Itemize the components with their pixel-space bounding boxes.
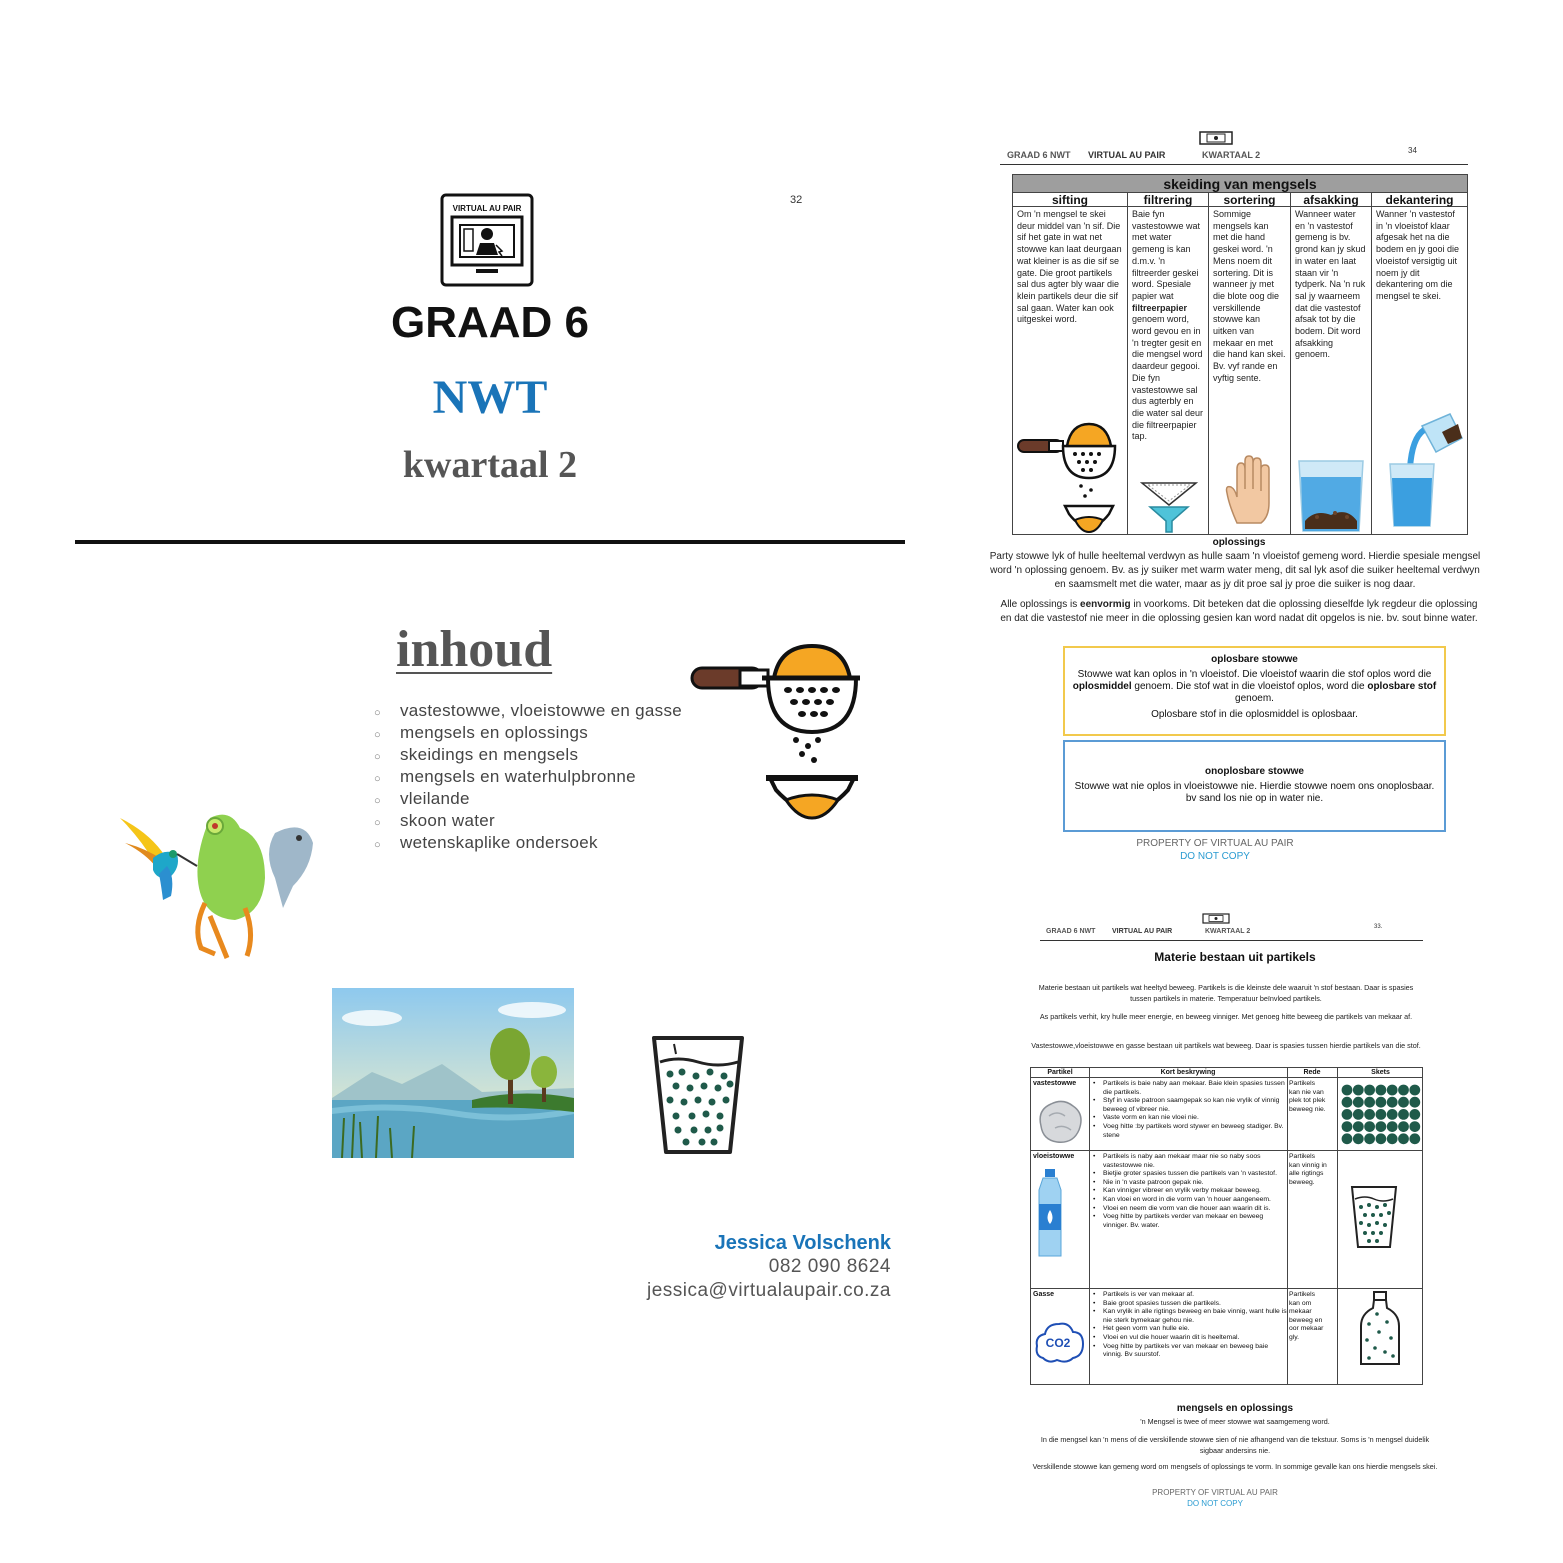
separation-table-title: skeiding van mengsels — [1013, 175, 1467, 193]
p33-header-rule — [1040, 940, 1423, 941]
do-not-copy-notice: DO NOT COPY — [1180, 851, 1250, 862]
property-notice: PROPERTY OF VIRTUAL AU PAIR — [1152, 1488, 1278, 1497]
rock-icon — [1035, 1096, 1085, 1146]
sep-column-head: afsakking — [1291, 193, 1371, 207]
toc-item: ○ skoon water — [374, 810, 682, 832]
circle-bullet-icon: ○ — [374, 707, 381, 719]
circle-bullet-icon: ○ — [374, 817, 381, 829]
solid-particle-dot — [1364, 1085, 1375, 1096]
column-header: Skets — [1371, 1069, 1390, 1076]
insoluble-heading: onoplosbare stowwe — [1205, 766, 1304, 777]
solid-particle-dot — [1353, 1097, 1364, 1108]
p33-header-term: KWARTAAL 2 — [1205, 928, 1251, 935]
column-header: Partikel — [1047, 1069, 1073, 1076]
sep-column-body: Baie fyn vastestowwe wat met water gemeng is kan d.m.v. 'n filtreerder geskei word. Spesiale papier wat filtreerpapier genoem word, word gevou en in 'n tregter gesit en die mengsel word daardeur gegooi. Die fyn vastestowwe sal dus agterbly en die water sal deur die filtreerpapier tap. — [1132, 209, 1204, 442]
toc-item: ○ vastestowwe, vloeistowwe en gasse — [374, 700, 682, 722]
logo-text: VIRTUAL AU PAIR — [452, 204, 522, 213]
solid-particle-dot — [1364, 1133, 1375, 1144]
sep-column-dekantering — [1372, 193, 1467, 535]
solid-particle-dot — [1409, 1085, 1420, 1096]
filter-funnel-icon — [1140, 475, 1198, 533]
sep-column-head: sortering — [1209, 193, 1290, 207]
solid-particle-dot — [1409, 1133, 1420, 1144]
soluble-body: Stowwe wat kan oplos in 'n vloeistof. Die vloeistof waarin die stof oplos word die oplosmiddel genoem. Die stof wat in die vloeistof oplos, word die oplosbare stof genoem. — [1072, 669, 1437, 704]
solid-particle-dot — [1376, 1121, 1387, 1132]
solid-particle-dot — [1409, 1097, 1420, 1108]
solid-particle-dot — [1342, 1133, 1353, 1144]
insoluble-substances-box — [1063, 740, 1446, 832]
p33-header-grade: GRAAD 6 NWT — [1046, 928, 1096, 935]
p33-paragraph-3: Vastestowwe,vloeistowwe en gasse bestaan uit partikels wat beweeg. Daar is spasies tussen hierdie partikels van die stof. — [1031, 1041, 1421, 1050]
toc-item: ○ wetenskaplike ondersoek — [374, 832, 682, 854]
p33-header-brand: VIRTUAL AU PAIR — [1112, 928, 1173, 935]
contact-phone: 082 090 8624 — [768, 1256, 891, 1277]
particle-row-description: • Partikels is baie naby aan mekaar. Baie klein spasies tussen die partikels. • Styf in vaste patroon saamgepak so kan nie vrylik of vinnig beweeg of vibreer nie. • Vaste vorm en kan nie vloei nie. • Voeg hitte :by partikels word stywer en beweeg stadiger. Bv. stene — [1093, 1080, 1288, 1140]
sep-column-head: dekantering — [1372, 193, 1467, 207]
sieve-icon — [1017, 418, 1117, 540]
solutions-paragraph-1: Party stowwe lyk of hulle heeltemal verdwyn as hulle saam 'n vloeistof gemeng word. Hierdie spesiale mengsel word 'n oplossing genoem. Bv. as jy suiker met warm water meng, dit sal lyk asof die suiker heeltemal verdwyn en saamsmelt met die water, maar as jy dit proe sal jy proe die suiker is nog daar. — [989, 551, 1481, 590]
solid-particle-dot — [1364, 1097, 1375, 1108]
circle-bullet-icon: ○ — [374, 795, 381, 807]
cover-page-number: 32 — [790, 194, 803, 206]
toc-item: ○ skeidings en mengsels — [374, 744, 682, 766]
p34-header-brand: VIRTUAL AU PAIR — [1088, 150, 1166, 160]
toc-heading: inhoud — [396, 621, 553, 678]
sep-column-afsakking — [1291, 193, 1372, 535]
cover-divider — [75, 540, 905, 544]
solid-particle-dot — [1398, 1109, 1409, 1120]
water-bottle-icon — [1035, 1168, 1065, 1258]
virtual-au-pair-small-logo-icon — [1199, 131, 1233, 145]
do-not-copy-notice: DO NOT COPY — [1187, 1499, 1243, 1508]
sep-column-head: filtrering — [1128, 193, 1208, 207]
p34-page-number: 34 — [1408, 146, 1417, 155]
circle-bullet-icon: ○ — [374, 751, 381, 763]
solid-particle-dot — [1353, 1109, 1364, 1120]
column-header: Kort beskrywing — [1160, 1069, 1216, 1076]
mixtures-paragraph-2: In die mengsel kan 'n mens of die verskillende stowwe sien of nie afhangend van die tekstuur. Soms is 'n mengsel duidelik sigbaar andersins nie. — [1040, 1435, 1430, 1455]
solid-particle-dot — [1376, 1109, 1387, 1120]
particle-row-reason: Partikels kan vinnig in alle rigtings beweeg. — [1289, 1153, 1327, 1186]
particle-row-name: vastestowwe — [1033, 1080, 1077, 1087]
solid-particles-sketch — [1341, 1084, 1421, 1146]
sep-column-sifting — [1013, 193, 1128, 535]
solid-particle-dot — [1387, 1097, 1398, 1108]
property-notice: PROPERTY OF VIRTUAL AU PAIR — [1136, 838, 1294, 849]
mixtures-paragraph-3: Verskillende stowwe kan gemeng word om mengsels of oplossings te vorm. In sommige gevalle kan ons hierdie mengsels skei. — [1032, 1462, 1438, 1471]
sieve-icon — [690, 640, 860, 830]
solid-particle-dot — [1398, 1097, 1409, 1108]
svg-text:CO2: CO2 — [1045, 1336, 1071, 1350]
soluble-heading: oplosbare stowwe — [1211, 654, 1298, 665]
insoluble-body: Stowwe wat nie oplos in vloeistowwe nie. Hierdie stowwe noem ons onoplosbaar. bv sand los nie op in water nie. — [1074, 781, 1435, 804]
sep-column-body: Sommige mengsels kan met die hand geskei word. 'n Mens noem dit sortering. Dit is wanneer jy met die blote oog die verskillende stowwe kan uitken van mekaar en met die hand kan skei. Bv. vyf rande en vyftig sente. — [1213, 209, 1286, 383]
animals-illustration — [115, 808, 315, 963]
solid-particle-dot — [1353, 1121, 1364, 1132]
solid-particle-dot — [1398, 1133, 1409, 1144]
solutions-heading: oplossings — [1212, 537, 1266, 548]
p34-header-grade: GRAAD 6 NWT — [1007, 150, 1071, 160]
solid-particle-dot — [1398, 1085, 1409, 1096]
toc-item: ○ mengsels en waterhulpbronne — [374, 766, 682, 788]
contact-email: jessica@virtualaupair.co.za — [646, 1280, 891, 1301]
solid-particle-dot — [1364, 1121, 1375, 1132]
solid-particle-dot — [1387, 1085, 1398, 1096]
toc-item: ○ vleilande — [374, 788, 682, 810]
separation-table — [1012, 174, 1468, 535]
settling-glass-icon — [1295, 457, 1367, 533]
particle-row-name: vloeistowwe — [1033, 1153, 1075, 1160]
soluble-substances-box — [1063, 646, 1446, 736]
toc-list — [374, 700, 682, 854]
toc-item: ○ mengsels en oplossings — [374, 722, 682, 744]
solid-particle-dot — [1398, 1121, 1409, 1132]
contact-name: Jessica Volschenk — [714, 1232, 891, 1254]
p34-header-rule — [1000, 164, 1468, 165]
particle-row-reason: Partikels kan om mekaar beweeg en oor mekaar gly. — [1289, 1291, 1324, 1341]
decanting-icon — [1386, 408, 1464, 528]
solid-particle-dot — [1342, 1109, 1353, 1120]
soluble-line2: Oplosbare stof in die oplosmiddel is oplosbaar. — [1151, 709, 1358, 720]
virtual-au-pair-logo-icon — [440, 193, 534, 287]
solid-particle-dot — [1364, 1109, 1375, 1120]
mixtures-heading: mengsels en oplossings — [1176, 1403, 1294, 1414]
glass-particles-icon — [648, 1030, 748, 1160]
particle-row-reason: Partikels kan nie van plek tot plek beweeg nie. — [1289, 1080, 1326, 1113]
sep-column-body: Wanner 'n vastestof in 'n vloeistof klaar afgesak het na die bodem en jy gooi die vloeistof versigtig uit noem jy dit dekantering om die mengsel te skei. — [1376, 209, 1460, 301]
liquid-particles-sketch — [1349, 1183, 1399, 1251]
particle-row-name: Gasse — [1033, 1291, 1055, 1298]
solid-particle-dot — [1376, 1085, 1387, 1096]
circle-bullet-icon: ○ — [374, 729, 381, 741]
particle-row-description: • Partikels is naby aan mekaar maar nie so naby soos vastestowwe nie. • Bietjie groter spasies tussen die partikels van 'n vastestof. • Nie in 'n vaste patroon gepak nie. • Kan vinniger vibreer en vrylik verby mekaar beweeg. • Kan vloei en word in die vorm van 'n houer aangeneem. • Vloei en neem die vorm van die houer aan waarin dit is. • Voeg hitte by partikels verder van mekaar en beweeg vinniger. Bv. water. — [1093, 1153, 1288, 1230]
solid-particle-dot — [1353, 1133, 1364, 1144]
solid-particle-dot — [1342, 1121, 1353, 1132]
solid-particle-dot — [1376, 1133, 1387, 1144]
co2-cloud-icon — [1033, 1318, 1085, 1366]
sep-column-body: Wanneer water en 'n vastestof gemeng is bv. grond kan jy skud in water en laat staan vir 'n tydperk. Na 'n ruk sal jy waarneem dat die vastestof afsak tot by die bodem. Dit word afsakking genoem. — [1295, 209, 1366, 360]
solid-particle-dot — [1409, 1109, 1420, 1120]
solutions-paragraph-2: Alle oplossings is eenvormig in voorkoms. Dit beteken dat die oplossing dieselfde lyk regdeur die oplossing en dat die vastestof nie meer in die oplossing gesien kan word nadat dit opgelos is nie. bv. sout binne water. — [1000, 599, 1478, 624]
solid-particle-dot — [1387, 1121, 1398, 1132]
p33-paragraph-1: Materie bestaan uit partikels wat heeltyd beweeg. Partikels is die kleinste dele waaruit 'n stof bestaan. Daar is spasies tussen partikels in materie. Temperatuur beïnvloed partikels. — [1038, 983, 1414, 1003]
hand-icon — [1223, 455, 1279, 525]
sep-column-body: Om 'n mengsel te skei deur middel van 'n sif. Die sif het gate in wat net stowwe kan laat deurgaan wat kleiner is as die sif se gate. Die groot partikels sal dus agter bly waar die klein partikels deur die sif sal gaan. Water kan ook uitgeskei word. — [1017, 209, 1122, 325]
solid-particle-dot — [1409, 1121, 1420, 1132]
circle-bullet-icon: ○ — [374, 839, 381, 851]
p33-paragraph-2: As partikels verhit, kry hulle meer energie, en beweeg vinniger. Met genoeg hitte beweeg die partikels van mekaar af. — [1039, 1012, 1413, 1021]
p33-page-number: 33. — [1374, 924, 1383, 930]
particle-row-description: • Partikels is ver van mekaar af. • Baie groot spasies tussen die partikels. • Kan vrylik in alle rigtings beweeg en baie vinnig, want hulle is nie sterk bymekaar gehou nie. • Het geen vorm van hulle eie. • Vloei en vul die houer waarin dit is heeltemal. • Voeg hitte by partikels ver van mekaar en beweeg baie vinnig. Bv suurstof. — [1093, 1291, 1288, 1360]
cover-term-title: kwartaal 2 — [402, 444, 578, 486]
solid-particle-dot — [1376, 1097, 1387, 1108]
cover-subject-title: NWT — [432, 371, 548, 424]
p33-title: Materie bestaan uit partikels — [1154, 950, 1316, 964]
solid-particle-dot — [1387, 1109, 1398, 1120]
sep-column-filtrering — [1128, 193, 1209, 535]
sep-column-head: sifting — [1013, 193, 1127, 207]
solid-particle-dot — [1342, 1085, 1353, 1096]
column-header: Rede — [1303, 1069, 1321, 1076]
cover-grade-title: GRAAD 6 — [390, 298, 590, 347]
solid-particle-dot — [1342, 1097, 1353, 1108]
solid-particle-dot — [1353, 1085, 1364, 1096]
sep-column-sortering — [1209, 193, 1291, 535]
mixtures-paragraph-1: 'n Mengsel is twee of meer stowwe wat saamgemeng word. — [1140, 1417, 1330, 1426]
particle-table — [1030, 1067, 1423, 1385]
wetland-landscape-illustration — [332, 988, 574, 1158]
circle-bullet-icon: ○ — [374, 773, 381, 785]
solid-particle-dot — [1387, 1133, 1398, 1144]
p34-header-term: KWARTAAL 2 — [1202, 150, 1261, 160]
virtual-au-pair-small-logo-icon — [1202, 913, 1230, 924]
gas-bottle-particles-sketch — [1357, 1290, 1403, 1368]
